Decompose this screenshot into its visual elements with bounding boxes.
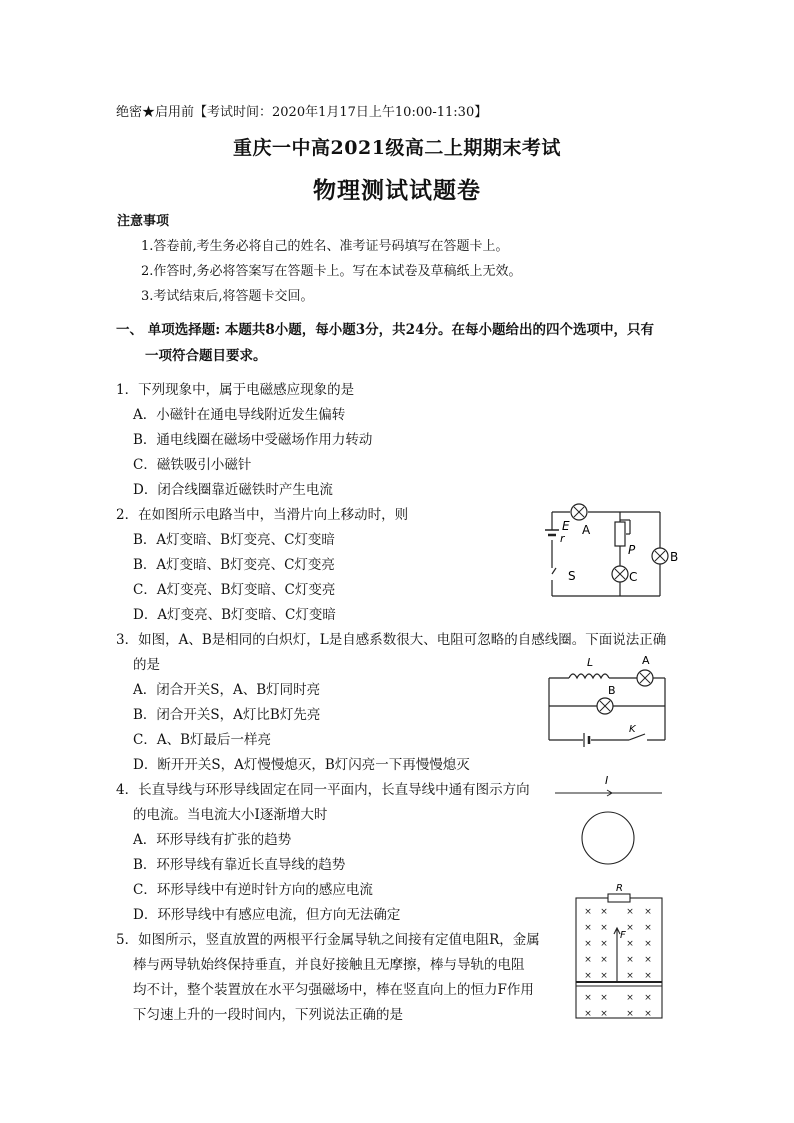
label-f: F (620, 930, 626, 941)
option-a: A．闭合开关S，A、B灯同时亮 (133, 682, 321, 698)
svg-text:×: × (644, 993, 652, 1003)
svg-text:×: × (644, 907, 652, 917)
notice-item: 1.答卷前,考生务必将自己的姓名、准考证号码填写在答题卡上。 (141, 239, 509, 254)
option-b: B．A灯变暗、B灯变亮、C灯变亮 (133, 557, 335, 573)
option-d: D．闭合线圈靠近磁铁时产生电流 (133, 482, 333, 498)
question-stem: 4．长直导线与环形导线固定在同一平面内，长直导线中通有图示方向 (116, 782, 530, 798)
svg-text:×: × (626, 993, 634, 1003)
svg-text:×: × (644, 939, 652, 949)
label-l: L (587, 656, 594, 669)
option-c: C．A、B灯最后一样亮 (133, 732, 271, 748)
label-b: B (670, 550, 679, 564)
svg-text:×: × (626, 923, 634, 933)
option-b: B．通电线圈在磁场中受磁场作用力转动 (133, 432, 373, 448)
question-stem-cont: 的电流。当电流大小I逐渐增大时 (133, 807, 328, 823)
q2-circuit-figure (540, 500, 680, 602)
svg-text:×: × (626, 907, 634, 917)
svg-text:×: × (644, 955, 652, 965)
svg-text:×: × (626, 1009, 634, 1019)
svg-text:×: × (644, 923, 652, 933)
question-stem-cont: 下匀速上升的一段时间内，下列说法正确的是 (133, 1007, 403, 1023)
question-stem-cont: 棒与两导轨始终保持垂直，并良好接触且无摩擦，棒与导轨的电阻 (133, 957, 525, 973)
q3-circuit-figure (545, 652, 670, 752)
svg-text:×: × (600, 939, 608, 949)
option-a: A．环形导线有扩张的趋势 (133, 832, 292, 848)
label-a: A (582, 523, 591, 537)
svg-text:×: × (584, 939, 592, 949)
q5-rails-figure (572, 882, 672, 1022)
option-d: D．断开开关S，A灯慢慢熄灭，B灯闪亮一下再慢慢熄灭 (133, 757, 470, 773)
svg-text:×: × (584, 955, 592, 965)
label-b: B (608, 684, 616, 697)
q4-wire-ring-figure (555, 770, 665, 875)
question-stem: 2．在如图所示电路当中，当滑片向上移动时，则 (116, 507, 409, 523)
svg-text:×: × (600, 993, 608, 1003)
svg-text:×: × (584, 993, 592, 1003)
option-c: C．磁铁吸引小磁针 (133, 457, 252, 473)
question-stem: 5．如图所示，竖直放置的两根平行金属导轨之间接有定值电阻R，金属 (116, 932, 540, 948)
section-heading-cont: 一项符合题目要求。 (145, 348, 267, 364)
notice-item: 2.作答时,务必将答案写在答题卡上。写在本试卷及草稿纸上无效。 (141, 264, 522, 279)
option-b: B．闭合开关S，A灯比B灯先亮 (133, 707, 321, 723)
question-stem-cont: 均不计，整个装置放在水平匀强磁场中，棒在竖直向上的恒力F作用 (133, 982, 534, 998)
question-stem: 3．如图，A、B是相同的白炽灯，L是自感系数很大、电阻可忽略的自感线圈。下面说法正确 (116, 632, 667, 648)
svg-text:×: × (600, 923, 608, 933)
exam-subtitle: 物理测试试题卷 (313, 177, 481, 204)
svg-text:×: × (644, 1009, 652, 1019)
option-b: B．环形导线有靠近长直导线的趋势 (133, 857, 346, 873)
question-stem: 1．下列现象中，属于电磁感应现象的是 (116, 382, 355, 398)
svg-text:×: × (584, 971, 592, 981)
option-c: C．环形导线中有逆时针方向的感应电流 (133, 882, 373, 898)
svg-text:×: × (584, 907, 592, 917)
svg-text:×: × (600, 955, 608, 965)
label-p: P (628, 543, 636, 557)
question-stem-cont: 的是 (133, 657, 160, 673)
option-a: A．小磁针在通电导线附近发生偏转 (133, 407, 346, 423)
svg-text:×: × (626, 971, 634, 981)
label-s: S (568, 569, 576, 583)
label-a: A (642, 654, 650, 667)
svg-text:×: × (600, 907, 608, 917)
notice-heading: 注意事项 (117, 214, 170, 229)
section-heading: 一、 单项选择题: 本题共8小题，每小题3分，共24分。在每小题给出的四个选项中，只有 (116, 322, 654, 338)
exam-title: 重庆一中高2021级高二上期期末考试 (233, 137, 561, 159)
svg-text:×: × (626, 939, 634, 949)
label-e: E (562, 519, 570, 533)
option-a: B．A灯变暗、B灯变亮、C灯变暗 (133, 532, 335, 548)
svg-text:×: × (584, 1009, 592, 1019)
label-i: I (605, 774, 609, 787)
label-r: r (560, 532, 565, 545)
svg-text:×: × (626, 955, 634, 965)
option-d: D．环形导线中有感应电流，但方向无法确定 (133, 907, 401, 923)
svg-text:×: × (644, 971, 652, 981)
svg-text:×: × (600, 1009, 608, 1019)
notice-item: 3.考试结束后,将答题卡交回。 (141, 289, 314, 304)
label-k: K (629, 724, 636, 735)
exam-header: 绝密★启用前【考试时间：2020年1月17日上午10:00-11:30】 (116, 105, 488, 120)
label-c: C (629, 570, 638, 584)
label-r: R (616, 883, 623, 894)
option-c: C．A灯变亮、B灯变暗、C灯变亮 (133, 582, 336, 598)
option-d: D．A灯变亮、B灯变暗、C灯变暗 (133, 607, 336, 623)
svg-text:×: × (600, 971, 608, 981)
svg-text:×: × (584, 923, 592, 933)
